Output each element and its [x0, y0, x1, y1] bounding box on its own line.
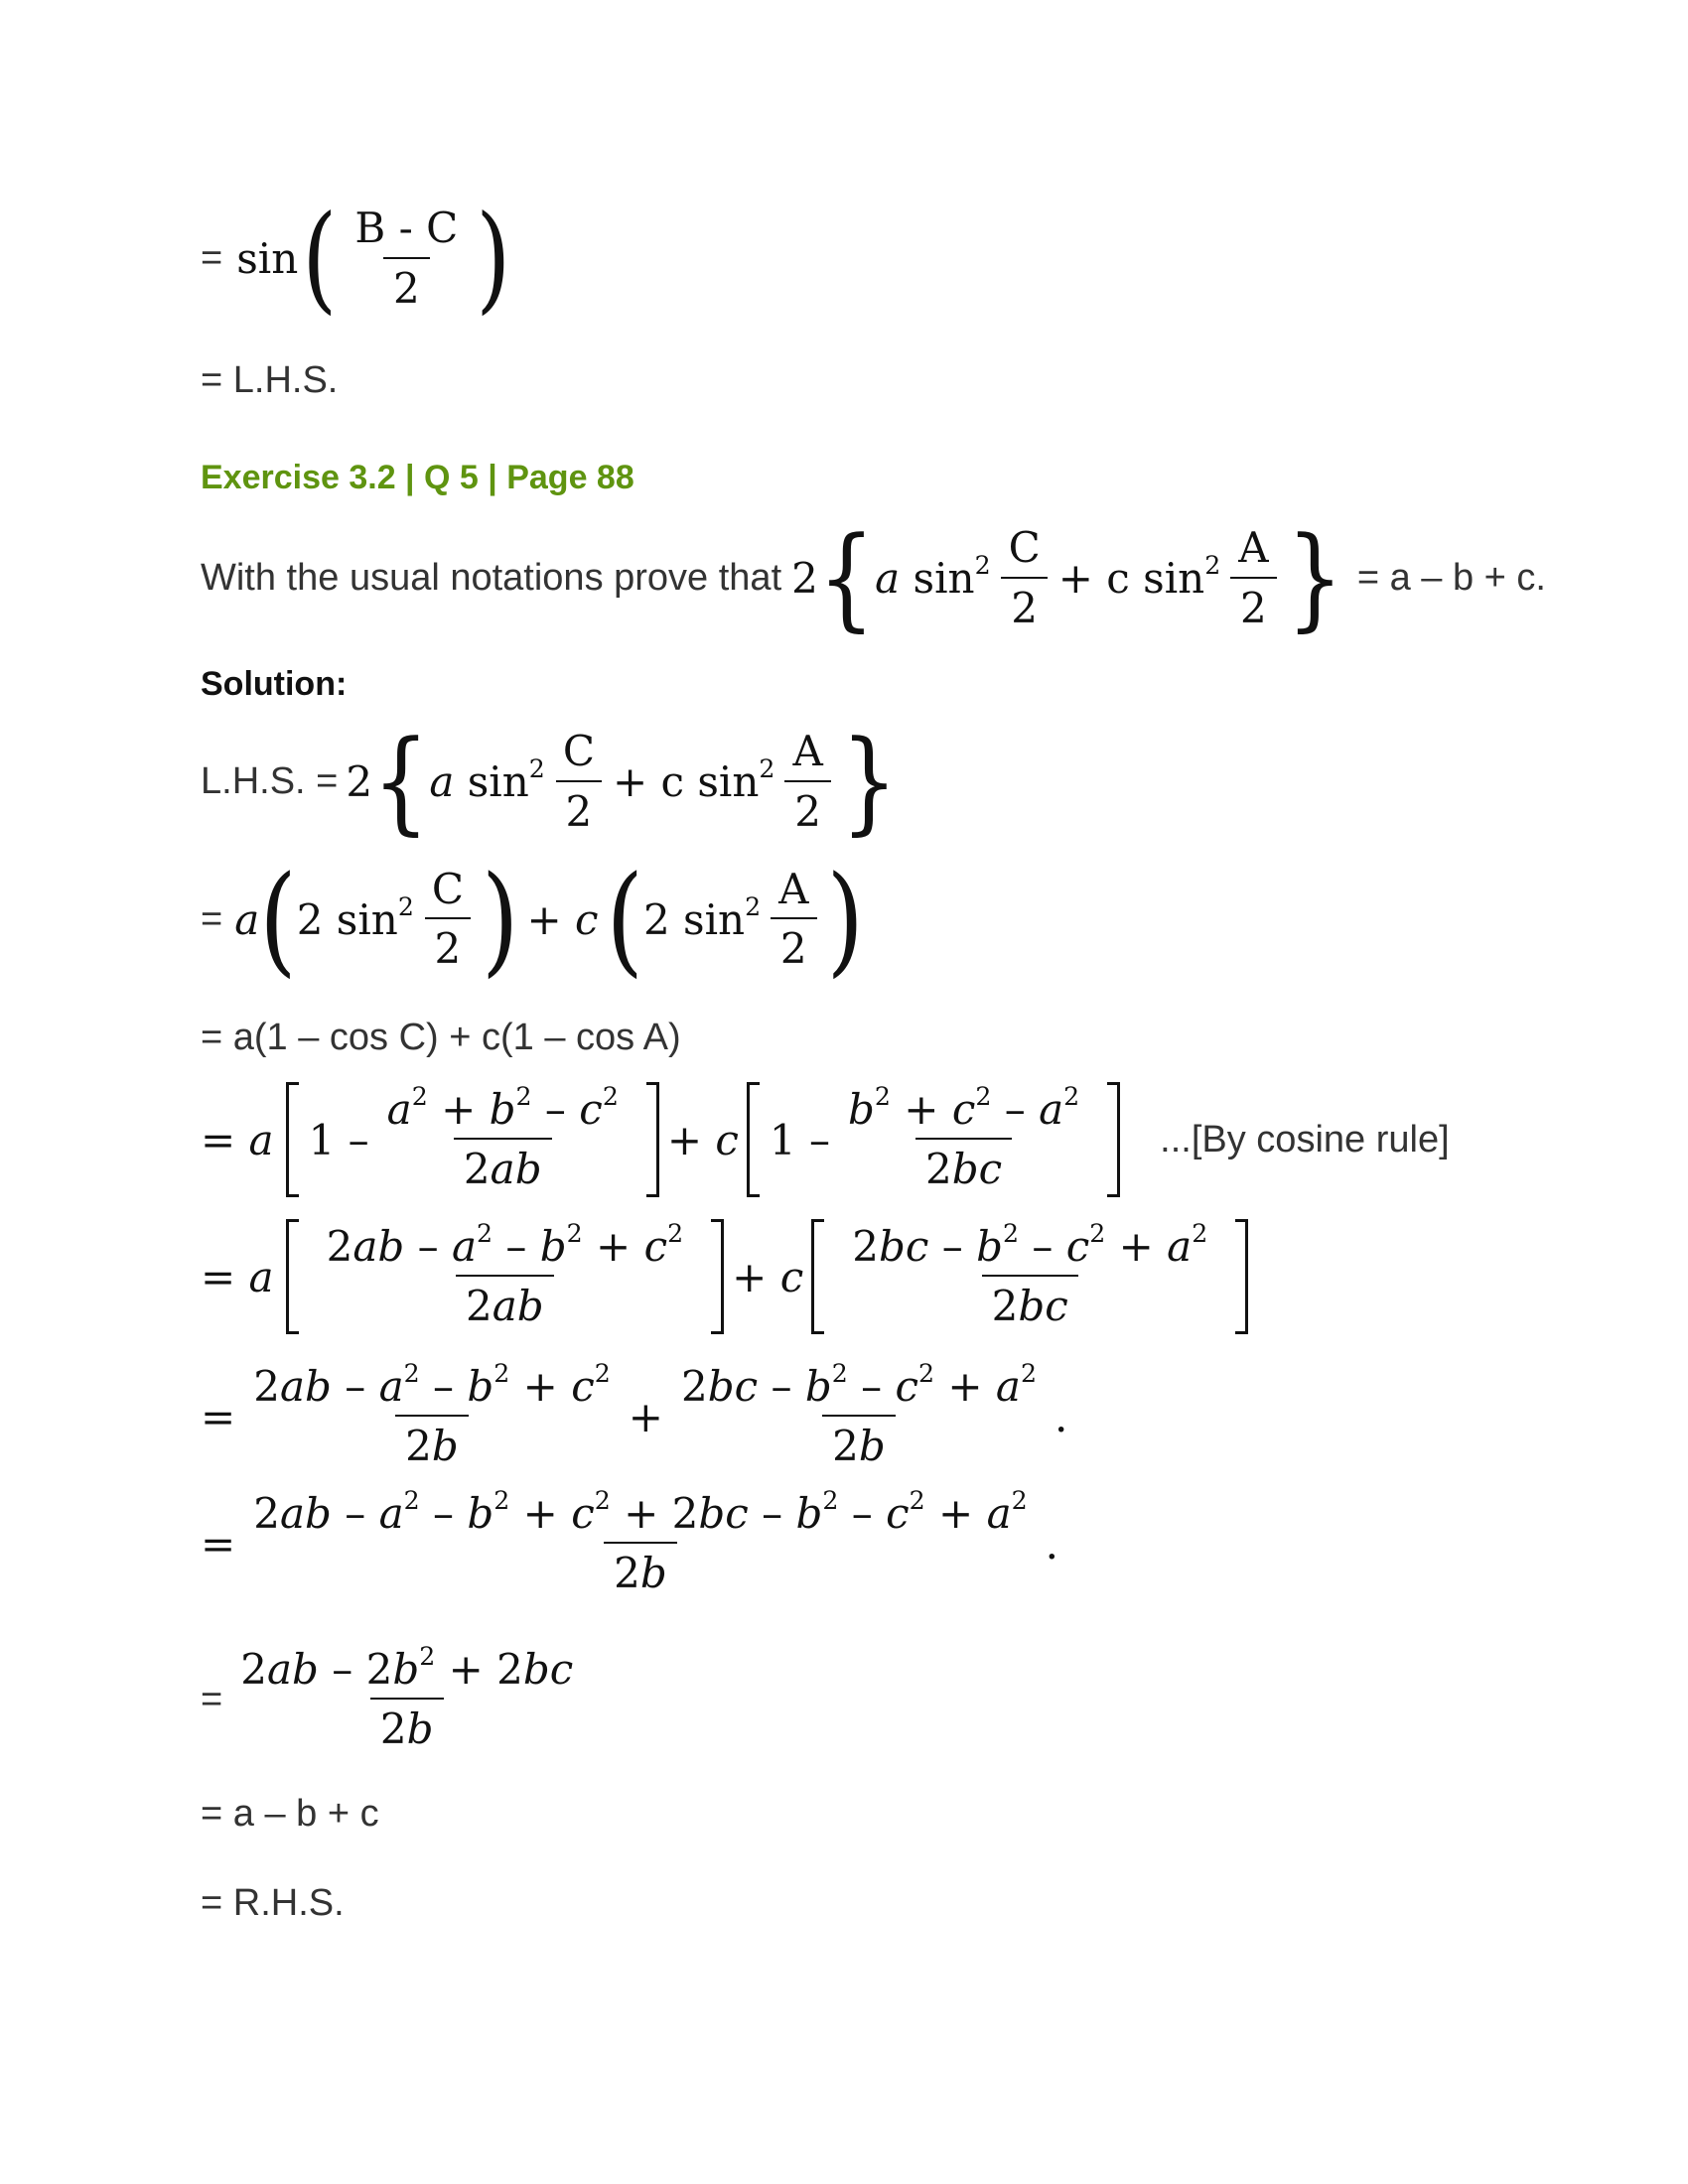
left-brace: {	[817, 512, 876, 644]
solution-step-8: = $\frac{2ab - 2b^2 + 2bc}{2b}$	[201, 1642, 574, 1754]
coefficient: 2	[791, 554, 818, 603]
solution-step-4: = a 1 – $\frac{a^2 + b^2 - c^2}{2ab}$ + c 1 – $\frac{b^2 + c^2 - a^2}{2bc}$ ...[By cosine rule]	[201, 1082, 1450, 1197]
right-brace: }	[1286, 512, 1343, 644]
lhs-conclusion: = L.H.S.	[201, 359, 339, 401]
right-paren: )	[476, 191, 511, 327]
question-text: With the usual notations prove that	[201, 557, 782, 599]
rhs-conclusion: = R.H.S.	[201, 1882, 345, 1924]
solution-step-6: = $\frac{2ab - a^2 - b^2 + c^2}{2b}$ + $\frac{2bc - b^2 - c^2 + a^2}{2b}$ .	[201, 1359, 1068, 1471]
prev-sin-line	[201, 191, 511, 327]
fraction-b-minus-c-over-2	[345, 204, 468, 313]
solution-step-1: L.H.S. = 2 { a $\sin^2$ $\frac{C}{2}$ + c $\sin^2$ $\frac{A}{2}$ }	[201, 716, 899, 848]
question-line: With the usual notations prove that 2 { a $\sin^2$ $\frac{C}{2}$ + c $\sin^2$ $\frac{A}{2}$ } = a – b + c.	[201, 512, 1546, 644]
solution-step-3: = a(1 – cos C) + c(1 – cos A)	[201, 1017, 681, 1058]
fraction-denominator: 2	[383, 257, 430, 311]
equals-sign: =	[201, 237, 223, 279]
solution-label: Solution:	[201, 665, 348, 703]
fraction-c-over-2: $\frac{C}{2}$	[999, 526, 1051, 629]
solution-step-2: = a ( 2 $\sin^2$ $\frac{C}{2}$ ) + c ( 2 $\sin^2$ $\frac{A}{2}$ )	[201, 850, 864, 989]
solution-result: = a – b + c	[201, 1793, 379, 1835]
left-paren: (	[302, 191, 338, 327]
lhs-label: L.H.S. =	[201, 760, 339, 802]
sin-function: sin	[236, 234, 299, 283]
solution-step-7: = $\frac{2ab - a^2 - b^2 + c^2 + 2bc - b^2 - c^2 + a^2}{2b}$ .	[201, 1486, 1059, 1598]
question-rhs: = a – b + c.	[1356, 557, 1546, 599]
exercise-heading: Exercise 3.2 | Q 5 | Page 88	[201, 459, 634, 496]
cosine-rule-note: ...[By cosine rule]	[1160, 1118, 1450, 1160]
solution-step-5: = a $\frac{2ab - a^2 - b^2 + c^2}{2ab}$ + c $\frac{2bc - b^2 - c^2 + a^2}{2bc}$	[201, 1219, 1248, 1334]
fraction-numerator: B - C	[354, 204, 459, 253]
fraction-a-over-2: $\frac{A}{2}$	[1228, 526, 1278, 629]
